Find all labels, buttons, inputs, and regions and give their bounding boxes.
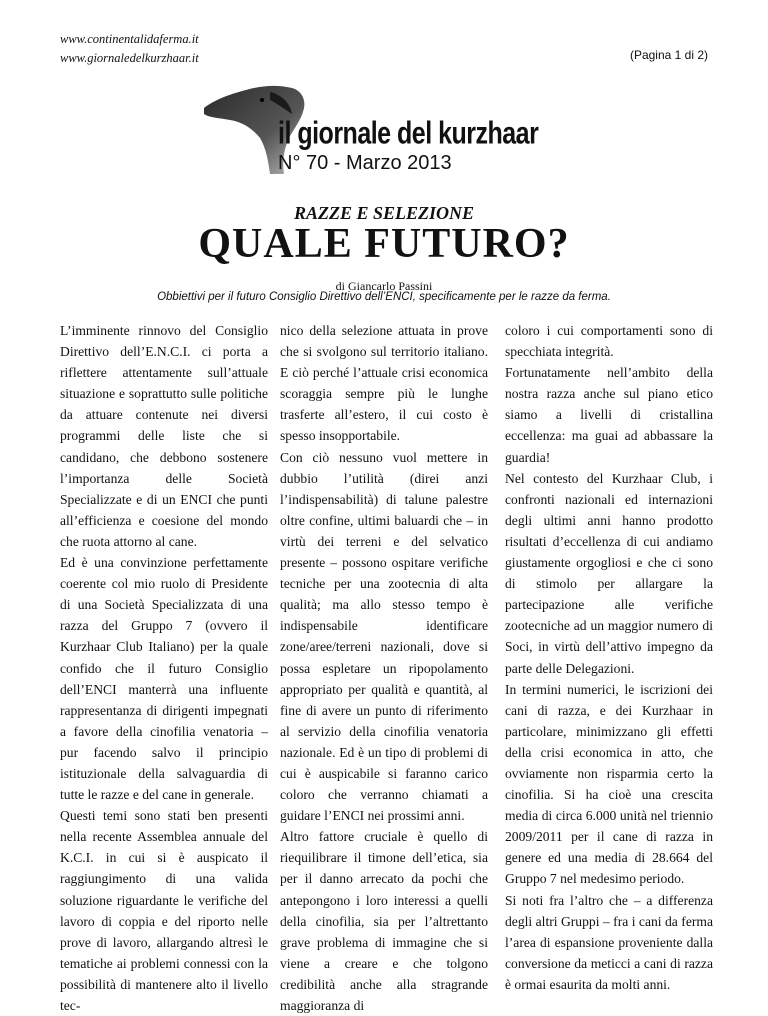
url-giornale[interactable]: www.giornaledelkurzhaar.it [60,51,199,65]
paragraph: Questi temi sono stati ben presenti nella recente Assemblea annuale del K.C.I. in cui si è auspicato il raggiungimento di una valida soluzione riguardante le verifiche del lavoro di coppia e del riporto nelle prove di lavoro, allargando altresì le tematiche ai problemi connessi con la possibilità di mantenere alto il livello tec- [60,808,268,1013]
paragraph: L’imminente rinnovo del Consiglio Direttivo dell’E.N.C.I. ci porta a riflettere attentamente sull’attuale situazione e soprattutto sulle politiche da attuare contenute nei diversi programmi delle liste che si candidano, che debbono sostenere l’importanza delle Società Specializzate e di un ENCI che punti all’efficienza e coesione del mondo che ruota attorno al cane. [60,323,268,549]
paragraph: Altro fattore cruciale è quello di riequilibrare il timone dell’etica, sia per il danno arrecato da pochi che antepongono i loro interessi a quelli della cinofilia, sia per l’altrettanto grave problema di immagine che si viene a creare e che tolgono credibilità anche alla stragrande maggioranza di [280,829,488,1013]
paragraph: In termini numerici, le iscrizioni dei cani di razza, e dei Kurzhaar in particolare, minimizzano gli effetti della crisi economica in atto, che ovviamente non risparmia certo la cinofilia. Si ha cioè una crescita media di circa 6.000 unità nel triennio 2009/2011 per il cane di razza in genere ed una media di 28.664 del Gruppo 7 nel medesimo periodo. [505,681,713,887]
paragraph: Fortunatamente nell’ambito della nostra razza anche sul piano etico siamo a livelli di cristallina eccellenza: ma guai ad abbassare la guardia! [505,365,713,465]
section-label: RAZZE E SELEZIONE [293,203,475,223]
article-byline: di Giancarlo Passini [335,279,433,293]
publication-title: il giornale del kurzhaar [278,116,539,151]
paragraph: coloro i cui comportamenti sono di specchiata integrità. [505,323,713,360]
website-urls [60,30,199,68]
url-continentali[interactable]: www.continentalidaferma.it [60,32,199,46]
article-subtitle: Obbiettivi per il futuro Consiglio Direttivo dell’ENCI, specificamente per le razze da ferma. [157,291,611,303]
article-column-2 [280,320,488,1016]
paragraph: Ed è una convinzione perfettamente coerente col mio ruolo di Presidente di una Società Specializzata di una razza del Gruppo 7 (ovvero il Kurzhaar Club Italiano) per la quale confido che il futuro Consiglio dell’ENCI manterrà una influente rappresentanza di dirigenti impegnati a favore della cinofilia venatoria – pur facendo salvo il principio istituzionale della salvaguardia di tutte le razze e del cane in generale. [60,555,268,803]
issue-info: N° 70 - Marzo 2013 [278,152,452,174]
article-headline: QUALE FUTURO? [198,221,570,267]
article-column-1 [60,320,268,1016]
article-column-3 [505,320,713,995]
paragraph: Si noti fra l’altro che – a differenza degli altri Gruppi – fra i cani da ferma l’area di espansione proveniente dalla conversione da meticci a cani di razza è ormai esaurita da molti anni. [505,892,713,992]
paragraph: Nel contesto del Kurzhaar Club, i confronti nazionali ed internazioni degli ultimi anni hanno prodotto risultati d’eccellenza di cui andiamo giustamente orgogliosi e che ci sono di stimolo per allargare la partecipazione alle verifiche zootecniche ad un maggior numero di Soci, in virtù dell’attivo impegno da parte delle Delegazioni. [505,470,713,676]
paragraph: Con ciò nessuno vuol mettere in dubbio l’utilità (direi anzi l’indispensabilità) di talune palestre oltre confine, ultimi baluardi che – in virtù dei terreni e del selvatico presente – possono ospitare verifiche tecniche per una zootecnia di alta qualità; ma allo stesso tempo è indispensabile identificare zone/aree/terreni nazionali, dove si possa espletare un ripopolamento appropriato per qualità e quantità, al fine di avere un punto di riferimento al servizio della cinofilia venatoria nazionale. Ed è un tipo di problemi di cui è auspicabile si faranno carico coloro che verranno chiamati a guidare l’ENCI nei prossimi anni. [280,449,488,824]
paragraph: nico della selezione attuata in prove che si svolgono sul territorio italiano. E ciò perché l’attuale crisi economica scoraggia sempre più le lunghe trasferte all’estero, il cui costo è spesso insopportabile. [280,323,488,444]
page-indicator: (Pagina 1 di 2) [629,48,708,62]
